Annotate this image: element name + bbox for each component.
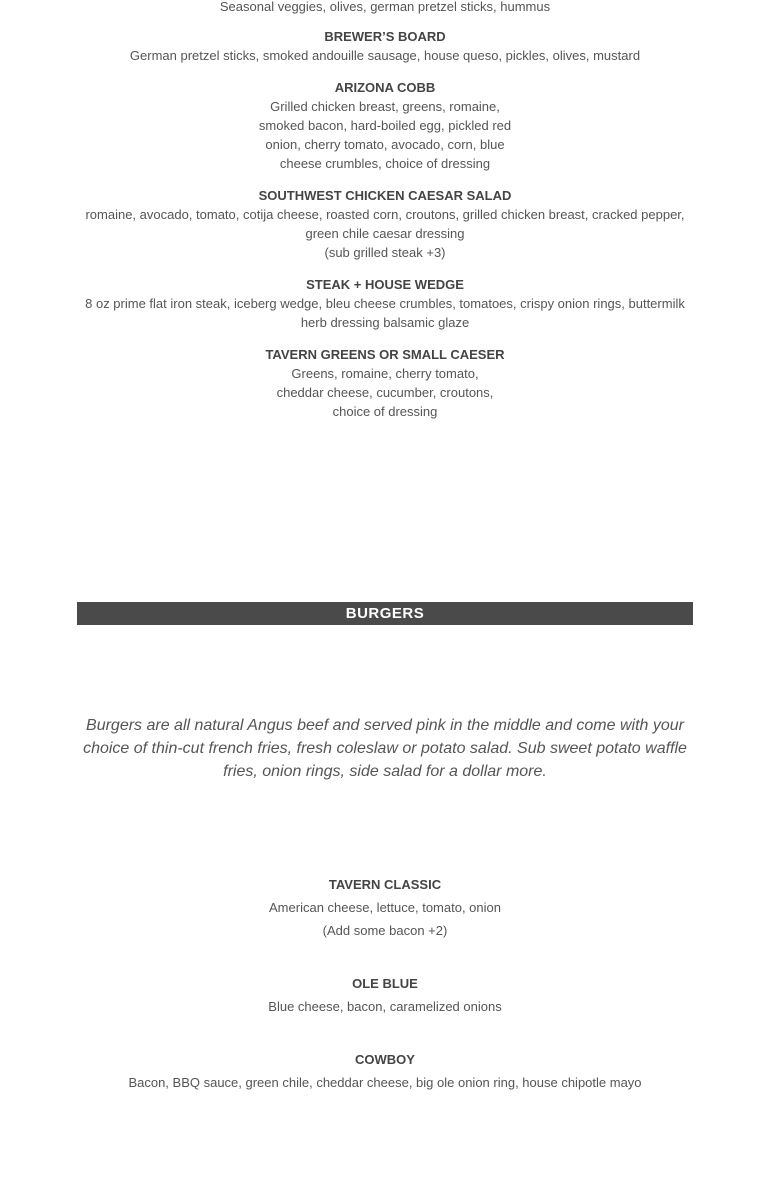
item-description: green chile caesar dressing (305, 226, 465, 241)
section-header-burgers: BURGERS (77, 602, 693, 625)
menu-item-southwest-chicken-caesar (70, 186, 700, 262)
item-name: ARIZONA COBB (334, 80, 436, 95)
item-name: TAVERN GREENS OR SMALL CAESER (265, 347, 505, 362)
item-description: choice of dressing (332, 404, 438, 419)
item-description: romaine, avocado, tomato, cotija cheese, roasted corn, croutons, grilled chicken breast, cracked pepper, (85, 207, 685, 222)
menu-item-brewers-board (70, 27, 700, 65)
item-description: Greens, romaine, cherry tomato, (291, 366, 479, 381)
item-description: Blue cheese, bacon, caramelized onions (268, 999, 502, 1014)
menu-item-cowboy (70, 1048, 700, 1094)
item-description: onion, cherry tomato, avocado, corn, blue (265, 137, 505, 152)
note-line: choice of thin-cut french fries, fresh coleslaw or potato salad. Sub sweet potato waffle (83, 740, 687, 757)
item-description: cheddar cheese, cucumber, croutons, (276, 385, 494, 400)
menu-item-steak-house-wedge (70, 275, 700, 332)
menu-item-veggie-plate (70, 0, 700, 16)
item-description: Grilled chicken breast, greens, romaine, (270, 99, 500, 114)
menu-item-tavern-greens (70, 345, 700, 421)
item-description: smoked bacon, hard-boiled egg, pickled red (258, 118, 512, 133)
item-description: Bacon, BBQ sauce, green chile, cheddar cheese, big ole onion ring, house chipotle mayo (128, 1075, 642, 1090)
item-description: cheese crumbles, choice of dressing (279, 156, 491, 171)
item-name: COWBOY (355, 1052, 415, 1067)
section-note (80, 714, 690, 783)
menu-item-ole-blue (70, 972, 700, 1018)
item-name: TAVERN CLASSIC (328, 877, 442, 892)
item-description: (sub grilled steak +3) (324, 245, 446, 260)
item-description: American cheese, lettuce, tomato, onion (269, 900, 501, 915)
item-name: OLE BLUE (352, 976, 418, 991)
note-line: fries, onion rings, side salad for a dollar more. (223, 763, 547, 780)
item-description: Seasonal veggies, olives, german pretzel sticks, hummus (219, 0, 551, 14)
item-description: herb dressing balsamic glaze (300, 315, 470, 330)
menu-item-arizona-cobb (70, 78, 700, 173)
item-name: SOUTHWEST CHICKEN CAESAR SALAD (258, 188, 512, 203)
menu-item-tavern-classic (70, 873, 700, 942)
item-name: BREWER’S BOARD (324, 29, 446, 44)
note-line: Burgers are all natural Angus beef and served pink in the middle and come with your (86, 717, 684, 734)
item-description: (Add some bacon +2) (322, 923, 448, 938)
item-description: German pretzel sticks, smoked andouille sausage, house queso, pickles, olives, mustard (129, 48, 641, 63)
item-name: STEAK + HOUSE WEDGE (306, 277, 464, 292)
item-description: 8 oz prime flat iron steak, iceberg wedge, bleu cheese crumbles, tomatoes, crispy onion rings, buttermilk (85, 296, 685, 311)
